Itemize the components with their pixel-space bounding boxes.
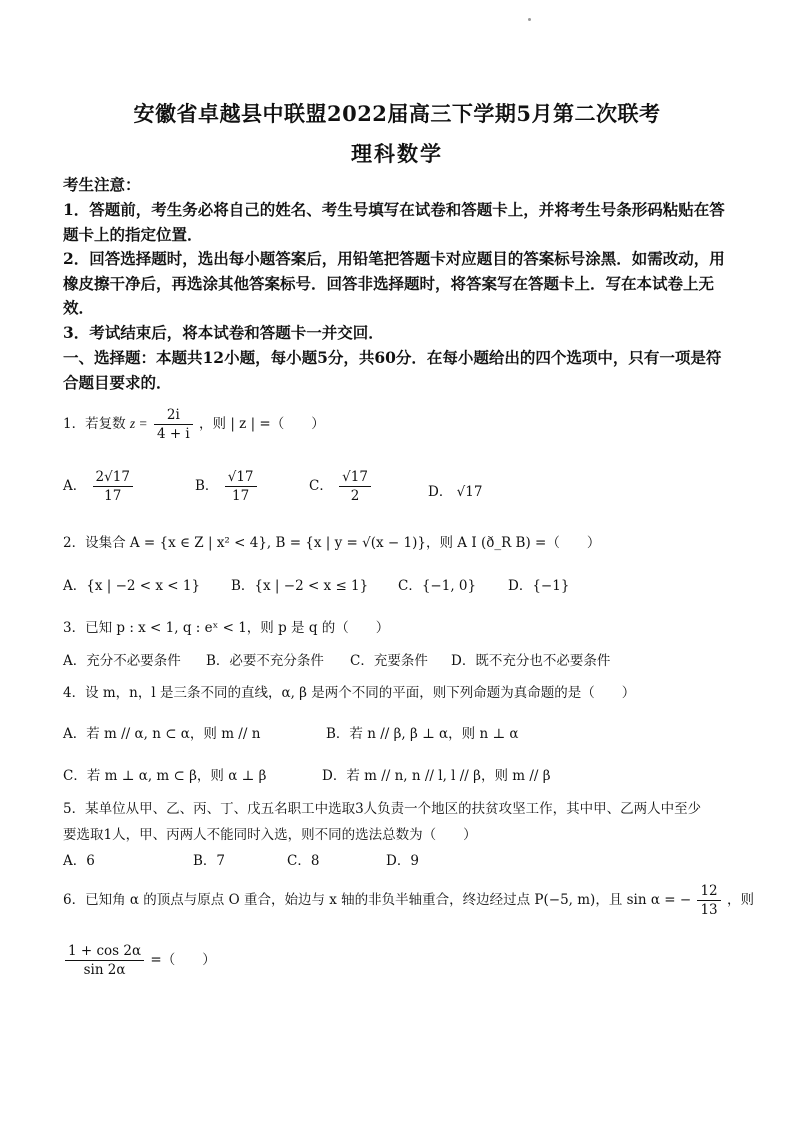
- exam-subject: 理科数学: [351, 141, 443, 166]
- notice-item-2: 2．回答选择题时，选出每小题答案后，用铅笔把答题卡对应题目的答案标号涂黑．如需改动，用橡皮擦干净后，再选涂其他答案标号．回答非选择题时，将答案写在答题卡上．写在本试卷上无效．: [63, 249, 725, 317]
- q6-line1: 6．已知角 α 的顶点与原点 O 重合，始边与 x 轴的非负半轴重合，终边经过点 P(−5, m)，且 sin α = −: [63, 892, 692, 908]
- q4-option-b: B．若 n // β, β ⊥ α，则 n ⊥ α: [326, 726, 519, 742]
- q1-var: z =: [129, 416, 148, 431]
- q5-option-c: C．8: [287, 853, 320, 869]
- question-4: 4．设 m，n，l 是三条不同的直线，α, β 是两个不同的平面，则下列命题为真命题的是（ ）: [63, 685, 636, 701]
- q1-frac-den: 4 + i: [156, 426, 190, 442]
- section-heading: 一、选择题：本题共12小题，每小题5分，共60分．在每小题给出的四个选项中，只有一项是符合题目要求的．: [63, 348, 722, 392]
- q6-tail: ，则: [726, 892, 754, 908]
- q4-option-c: C．若 m ⊥ α, m ⊂ β，则 α ⊥ β: [63, 768, 267, 784]
- q1-option-c: [309, 468, 373, 505]
- notice-item-1: 1．答题前，考生务必将自己的姓名、考生号填写在试卷和答题卡上，并将考生号条形码粘贴在答题卡上的指定位置．: [63, 200, 725, 244]
- option-fraction: [339, 468, 371, 505]
- option-fraction: [225, 468, 257, 505]
- q4-option-a: A．若 m // α, n ⊂ α，则 m // n: [63, 726, 261, 742]
- q2-option-b: B．{x | −2 < x ≤ 1}: [231, 578, 369, 594]
- q1-fraction: [154, 406, 193, 443]
- q3-option-a: A．充分不必要条件: [63, 653, 181, 669]
- exam-title: 安徽省卓越县中联盟2022届高三下学期5月第二次联考: [133, 101, 661, 126]
- question-2: 2．设集合 A = {x ∈ Z | x² < 4}, B = {x | y = √(x − 1)}，则 A I (ð_R B) =（ ）: [63, 535, 601, 551]
- q6-expr-den: sin 2α: [83, 962, 126, 978]
- q6-expr-num: 1 + cos 2α: [65, 942, 144, 961]
- question-1: [63, 406, 325, 443]
- q5-option-d: D．9: [386, 853, 419, 869]
- q1-frac-num: 2i: [154, 406, 193, 425]
- frac-num: √17: [339, 468, 371, 487]
- q1-option-d: [428, 480, 482, 500]
- option-text: √17: [456, 484, 483, 500]
- question-6-expression: [63, 942, 216, 979]
- q1-suffix: ，则 | z | =（ ）: [199, 416, 325, 432]
- q3-option-c: C．充要条件: [350, 653, 428, 669]
- option-fraction: [93, 468, 133, 505]
- q1-option-b: [195, 468, 259, 505]
- question-6: [63, 882, 754, 919]
- q6-expr-fraction: [65, 942, 144, 979]
- frac-den: 2: [350, 488, 360, 504]
- q6-expr-suffix: =（ ）: [150, 952, 216, 968]
- question-5-line-1: 5．某单位从甲、乙、丙、丁、戊五名职工中选取3人负责一个地区的扶贫攻坚工作，其中甲、乙两人中至少: [63, 801, 702, 817]
- q2-option-a: A．{x | −2 < x < 1}: [63, 578, 201, 594]
- q2-option-d: D．{−1}: [508, 578, 570, 594]
- frac-num: √17: [225, 468, 257, 487]
- q4-option-d: D．若 m // n, n // l, l // β，则 m // β: [322, 768, 551, 784]
- option-label: A．: [63, 478, 87, 494]
- frac-num: 2√17: [93, 468, 133, 487]
- q6-fraction: [697, 882, 720, 919]
- q1-option-a: [63, 468, 135, 505]
- scan-dot: [528, 18, 531, 21]
- q3-option-b: B．必要不充分条件: [206, 653, 324, 669]
- notice-item-3: 3．考试结束后，将本试卷和答题卡一并交回．: [63, 323, 384, 342]
- q2-option-c: C．{−1, 0}: [398, 578, 477, 594]
- option-label: D．: [428, 484, 453, 500]
- q1-prefix: 1．若复数: [63, 416, 126, 432]
- q6-frac-den: 13: [700, 902, 718, 918]
- q6-frac-num: 12: [697, 882, 720, 901]
- option-label: C．: [309, 478, 333, 494]
- question-5-line-2: 要选取1人，甲、丙两人不能同时入选，则不同的选法总数为（ ）: [63, 827, 477, 843]
- question-3: 3．已知 p : x < 1, q : eˣ < 1，则 p 是 q 的（ ）: [63, 620, 390, 636]
- frac-den: 17: [104, 488, 122, 504]
- q3-option-d: D．既不充分也不必要条件: [451, 653, 611, 669]
- frac-den: 17: [232, 488, 250, 504]
- q5-option-b: B．7: [193, 853, 226, 869]
- option-label: B．: [195, 478, 219, 494]
- notice-heading: 考生注意：: [63, 175, 141, 194]
- q5-option-a: A．6: [63, 853, 95, 869]
